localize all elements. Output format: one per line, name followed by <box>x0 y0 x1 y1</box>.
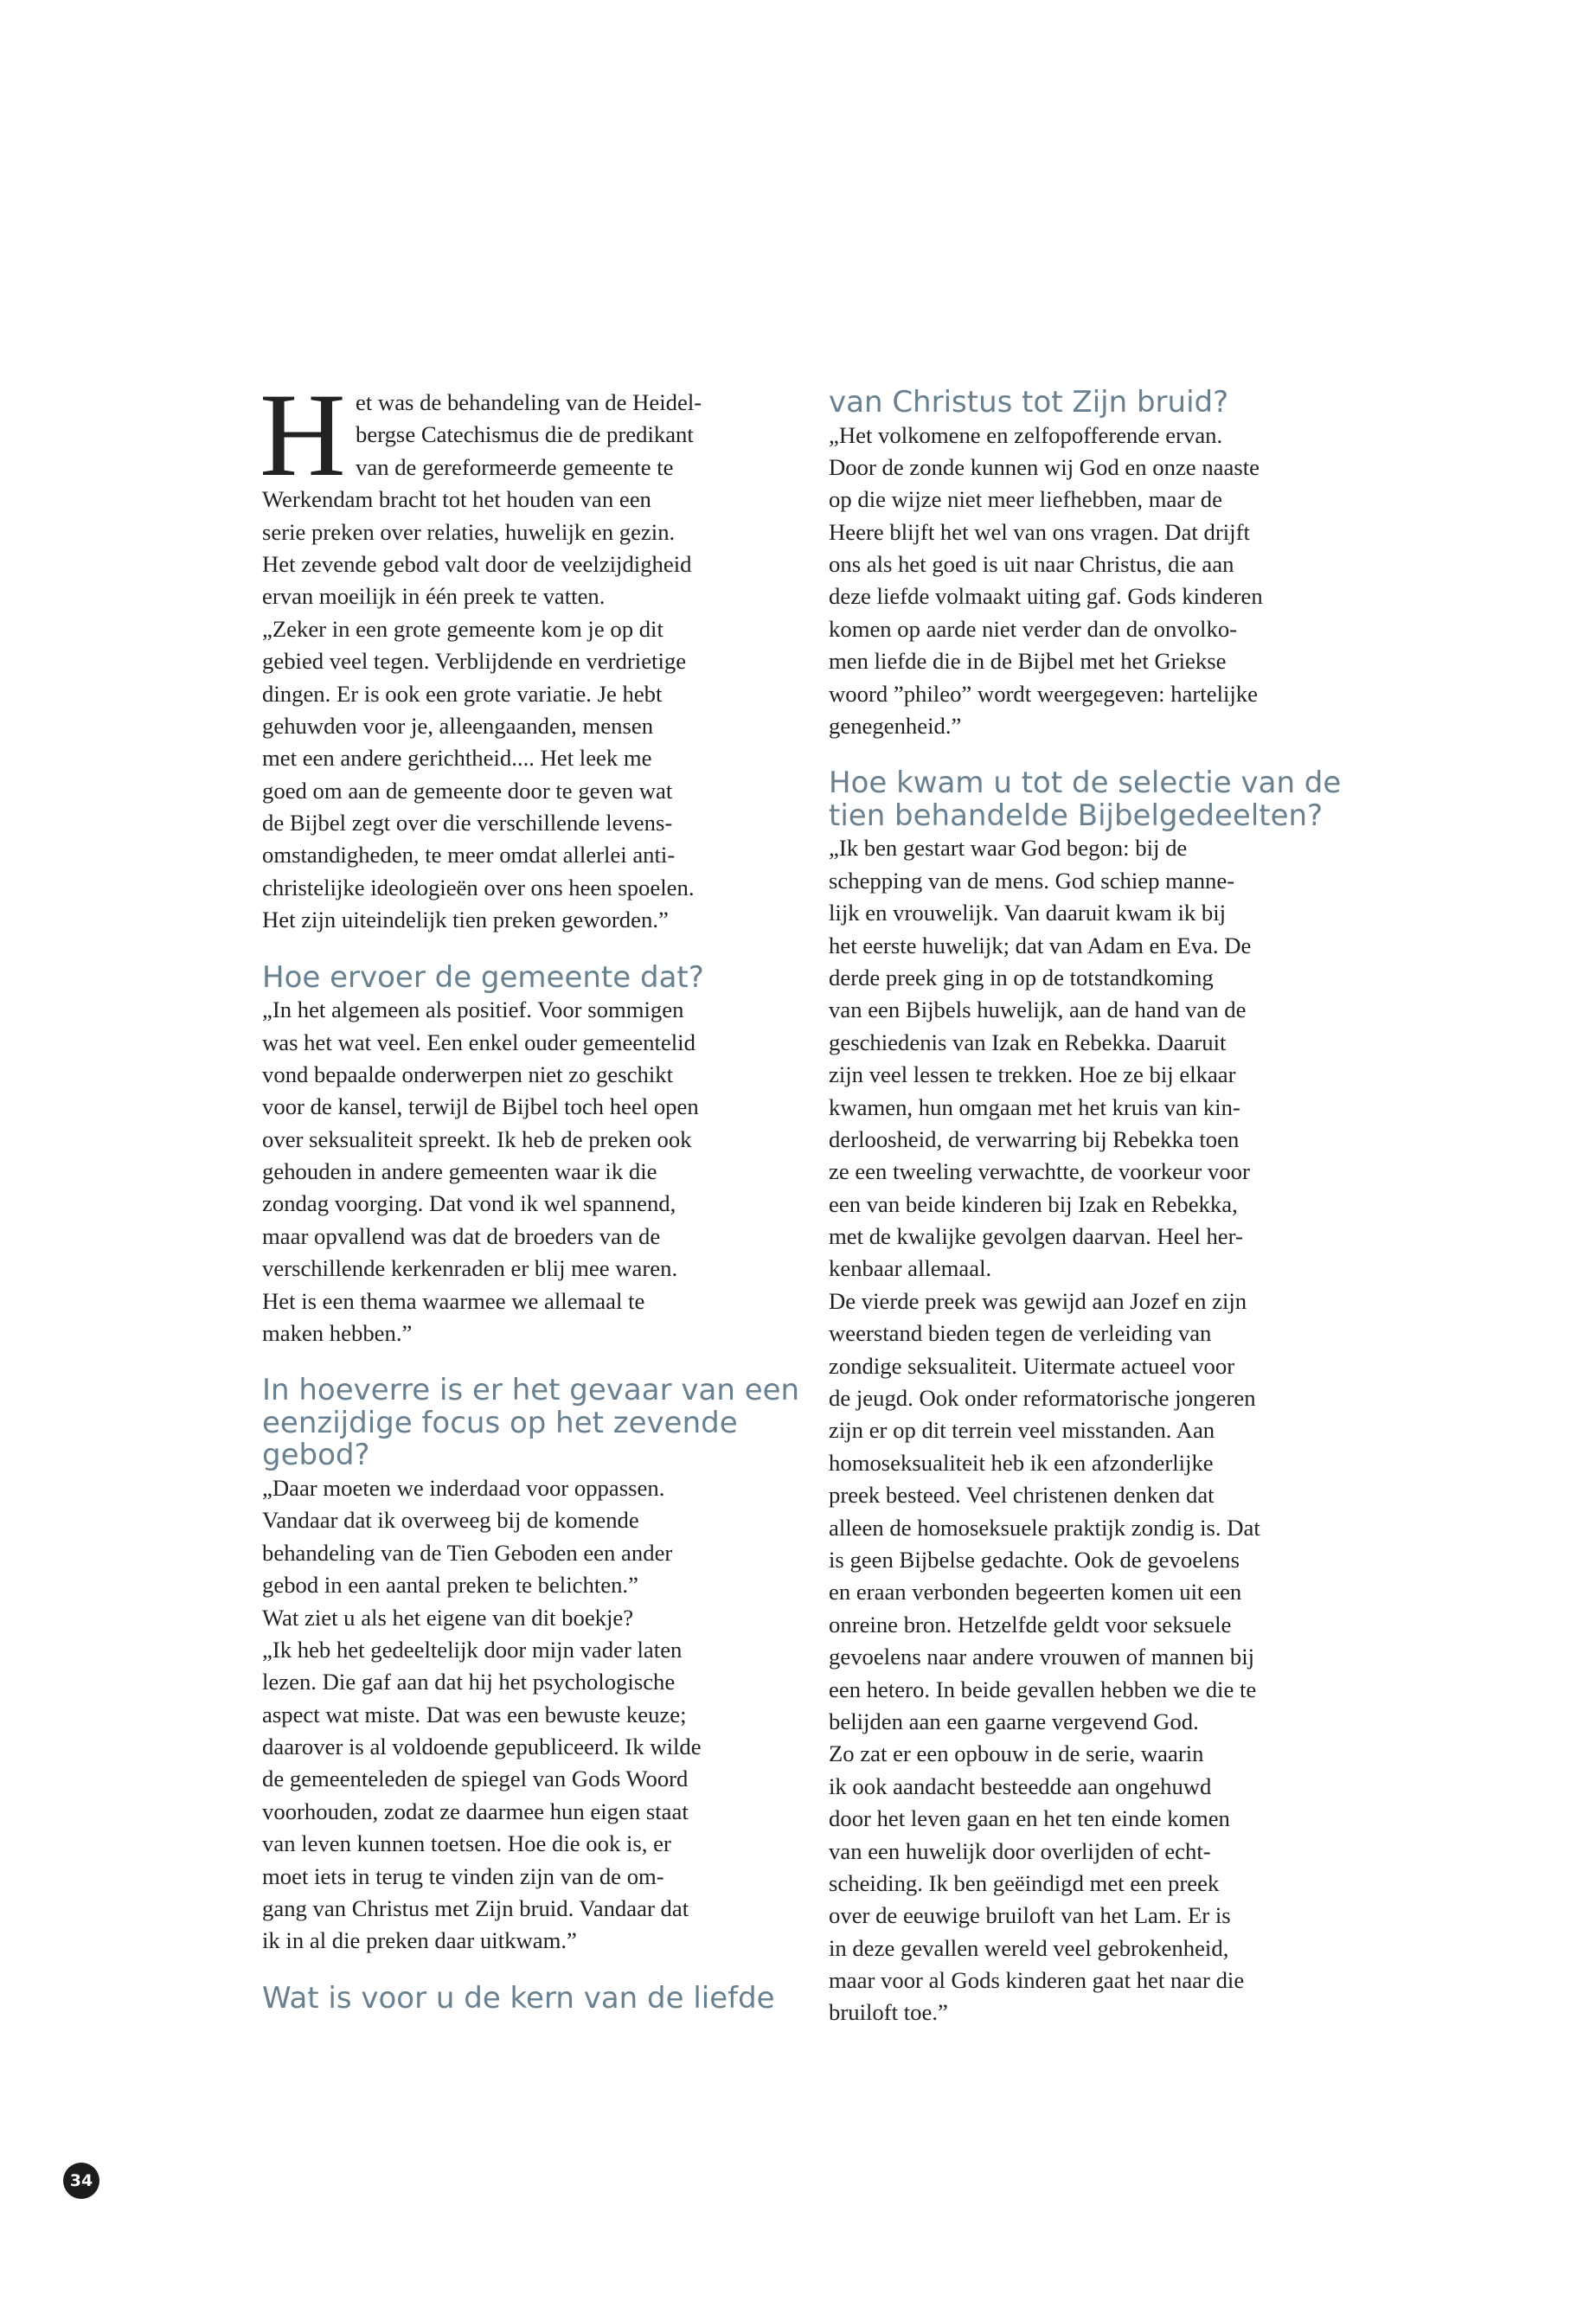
section-body <box>829 832 1362 2029</box>
text-line: gang van Christus met Zijn bruid. Vandaar dat <box>262 1895 689 1922</box>
text-line: de jeugd. Ook onder reformatorische jongeren <box>829 1385 1256 1412</box>
text-line: onreine bron. Hetzelfde geldt voor seksuele <box>829 1611 1232 1638</box>
text-line: „Ik heb het gedeeltelijk door mijn vader laten <box>262 1636 683 1663</box>
text-line: ik ook aandacht besteedde aan ongehuwd <box>829 1772 1212 1799</box>
text-line: dingen. Er is ook een grote variatie. Je hebt <box>262 680 663 707</box>
text-line: weerstand bieden tegen de verleiding van <box>829 1320 1212 1347</box>
text-line: zondige seksualiteit. Uitermate actueel voor <box>829 1352 1235 1379</box>
text-line: et was de behandeling van de Heidel- <box>356 389 702 415</box>
section-heading: Hoe kwam u tot de selectie van de tien behandelde Bijbelgedeelten? <box>829 766 1342 833</box>
right-column <box>829 387 1362 2029</box>
text-line: bergse Catechismus die de predikant <box>356 421 694 448</box>
text-line: genegenheid.” <box>829 713 962 740</box>
text-line: christelijke ideologieën over ons heen spoelen. <box>262 874 695 901</box>
text-line: ervan moeilijk in één preek te vatten. <box>262 583 606 610</box>
left-column <box>260 369 800 2016</box>
text-line: maar opvallend was dat de broeders van de <box>262 1222 661 1249</box>
text-line: lijk en vrouwelijk. Van daaruit kwam ik bij <box>829 900 1227 926</box>
text-line: Zo zat er een opbouw in de serie, waarin <box>829 1740 1204 1767</box>
text-line: Het is een thema waarmee we allemaal te <box>262 1287 645 1314</box>
text-line: de Bijbel zegt over die verschillende levens- <box>262 810 673 836</box>
section-body <box>829 420 1362 743</box>
text-line: op die wijze niet meer liefhebben, maar de <box>829 486 1222 513</box>
text-line: ons als het goed is uit naar Christus, die aan <box>829 551 1234 578</box>
text-line: was het wat veel. Een enkel ouder gemeentelid <box>262 1029 695 1055</box>
text-line: in deze gevallen wereld veel gebrokenheid, <box>829 1934 1229 1961</box>
text-line: met de kwalijke gevolgen daarvan. Heel her- <box>829 1223 1243 1250</box>
section-heading: In hoeverre is er het gevaar van een eenzijdige focus op het zevende gebod? <box>262 1373 800 1473</box>
text-line: Wat ziet u als het eigene van dit boekje? <box>262 1604 634 1631</box>
text-line: behandeling van de Tien Geboden een ander <box>262 1539 673 1566</box>
text-line: maken hebben.” <box>262 1320 413 1347</box>
text-line: verschillende kerkenraden er blij mee waren. <box>262 1255 678 1282</box>
text-line: Vandaar dat ik overweeg bij de komende <box>262 1507 639 1534</box>
text-line: van een Bijbels huwelijk, aan de hand van de <box>829 997 1247 1023</box>
text-line: voor de kansel, terwijl de Bijbel toch heel open <box>262 1093 699 1120</box>
text-line: de gemeenteleden de spiegel van Gods Woord <box>262 1766 689 1792</box>
text-line: goed om aan de gemeente door te geven wat <box>262 777 673 804</box>
text-line: een van beide kinderen bij Izak en Rebekka, <box>829 1190 1238 1217</box>
text-line: een hetero. In beide gevallen hebben we die te <box>829 1676 1257 1702</box>
text-line: van de gereformeerde gemeente te <box>356 453 674 480</box>
text-line: door het leven gaan en het ten einde komen <box>829 1805 1230 1832</box>
section-heading: van Christus tot Zijn bruid? <box>829 385 1229 420</box>
text-line: men liefde die in de Bijbel met het Griekse <box>829 648 1227 675</box>
text-line: over seksualiteit spreekt. Ik heb de preken ook <box>262 1125 692 1152</box>
intro-section <box>260 369 796 937</box>
text-line: daarover is al voldoende gepubliceerd. Ik wilde <box>262 1734 702 1760</box>
text-line: woord ”phileo” wordt weergegeven: hartelijke <box>829 680 1258 707</box>
text-line: omstandigheden, te meer omdat allerlei anti- <box>262 842 676 868</box>
text-line: gebied veel tegen. Verblijdende en verdrietige <box>262 648 687 675</box>
text-line: Door de zonde kunnen wij God en onze naaste <box>829 453 1260 480</box>
text-line: „Daar moeten we inderdaad voor oppassen. <box>262 1474 665 1501</box>
text-line: „Zeker in een grote gemeente kom je op dit <box>262 615 663 642</box>
text-line: met een andere gerichtheid.... Het leek me <box>262 745 652 772</box>
text-line: lezen. Die gaf aan dat hij het psychologische <box>262 1669 676 1695</box>
text-line: en eraan verbonden begeerten komen uit een <box>829 1579 1242 1606</box>
page-number-badge: 34 <box>63 2163 99 2199</box>
text-line: maar voor al Gods kinderen gaat het naar die <box>829 1967 1245 1994</box>
text-line: deze liefde volmaakt uiting gaf. Gods kinderen <box>829 583 1263 610</box>
text-line: Werkendam bracht tot het houden van een <box>262 486 651 513</box>
text-line: voorhouden, zodat ze daarmee hun eigen staat <box>262 1798 689 1824</box>
text-line: over de eeuwige bruiloft van het Lam. Er is <box>829 1902 1231 1929</box>
text-line: „Ik ben gestart waar God begon: bij de <box>829 835 1188 862</box>
text-line: geschiedenis van Izak en Rebekka. Daaruit <box>829 1029 1227 1055</box>
text-line: kwamen, hun omgaan met het kruis van kin- <box>829 1093 1240 1120</box>
text-line: aspect wat miste. Dat was een bewuste keuze; <box>262 1701 687 1727</box>
text-line: kenbaar allemaal. <box>829 1255 992 1282</box>
section-body <box>262 1472 796 1958</box>
text-line: Het zijn uiteindelijk tien preken geworden.” <box>262 907 669 933</box>
text-line: schepping van de mens. God schiep manne- <box>829 867 1235 894</box>
text-line: Heere blijft het wel van ons vragen. Dat drijft <box>829 518 1250 545</box>
text-line: Het zevende gebod valt door de veelzijdigheid <box>262 550 692 577</box>
text-line: bruiloft toe.” <box>829 1999 948 2026</box>
text-line: derde preek ging in op de totstandkoming <box>829 964 1214 990</box>
text-line: zijn er op dit terrein veel misstanden. Aan <box>829 1417 1215 1444</box>
text-line: zijn veel lessen te trekken. Hoe ze bij elkaar <box>829 1061 1236 1088</box>
text-line: moet iets in terug te vinden zijn van de om- <box>262 1862 664 1889</box>
text-line: serie preken over relaties, huwelijk en gezin. <box>262 518 676 545</box>
text-line: is geen Bijbelse gedachte. Ook de gevoelens <box>829 1547 1240 1573</box>
text-line: gehouden in andere gemeenten waar ik die <box>262 1158 657 1185</box>
text-line: gebod in een aantal preken te belichten.” <box>262 1572 638 1599</box>
text-line: van een huwelijk door overlijden of echt- <box>829 1837 1211 1864</box>
text-line: zondag voorging. Dat vond ik wel spannend, <box>262 1190 676 1217</box>
section-heading: Wat is voor u de kern van de liefde <box>262 1980 775 2016</box>
text-line: preek besteed. Veel christenen denken dat <box>829 1482 1215 1509</box>
text-line: scheiding. Ik ben geëindigd met een preek <box>829 1869 1220 1896</box>
text-line: belijden aan een gaarne vergevend God. <box>829 1708 1199 1734</box>
text-line: het eerste huwelijk; dat van Adam en Eva. De <box>829 932 1252 958</box>
text-line: De vierde preek was gewijd aan Jozef en zijn <box>829 1287 1247 1314</box>
text-line: alleen de homoseksuele praktijk zondig is. Dat <box>829 1514 1260 1541</box>
text-line: komen op aarde niet verder dan de onvolko- <box>829 615 1238 642</box>
text-line: gevoelens naar andere vrouwen of mannen bij <box>829 1644 1255 1670</box>
text-line: „Het volkomene en zelfopofferende ervan. <box>829 421 1223 448</box>
text-line: derloosheid, de verwarring bij Rebekka toen <box>829 1125 1240 1152</box>
drop-cap: H <box>260 369 346 501</box>
section-body <box>262 994 796 1349</box>
text-line: vond bepaalde onderwerpen niet zo geschikt <box>262 1061 674 1087</box>
text-line: ik in al die preken daar uitkwam.” <box>262 1927 577 1954</box>
section-heading: Hoe ervoer de gemeente dat? <box>262 959 704 995</box>
text-line: van leven kunnen toetsen. Hoe die ook is, er <box>262 1830 671 1857</box>
text-line: ze een tweeling verwachtte, de voorkeur voor <box>829 1158 1250 1185</box>
text-line: „In het algemeen als positief. Voor sommigen <box>262 997 684 1023</box>
text-line: gehuwden voor je, alleengaanden, mensen <box>262 712 654 739</box>
text-line: homoseksualiteit heb ik een afzonderlijke <box>829 1449 1214 1476</box>
